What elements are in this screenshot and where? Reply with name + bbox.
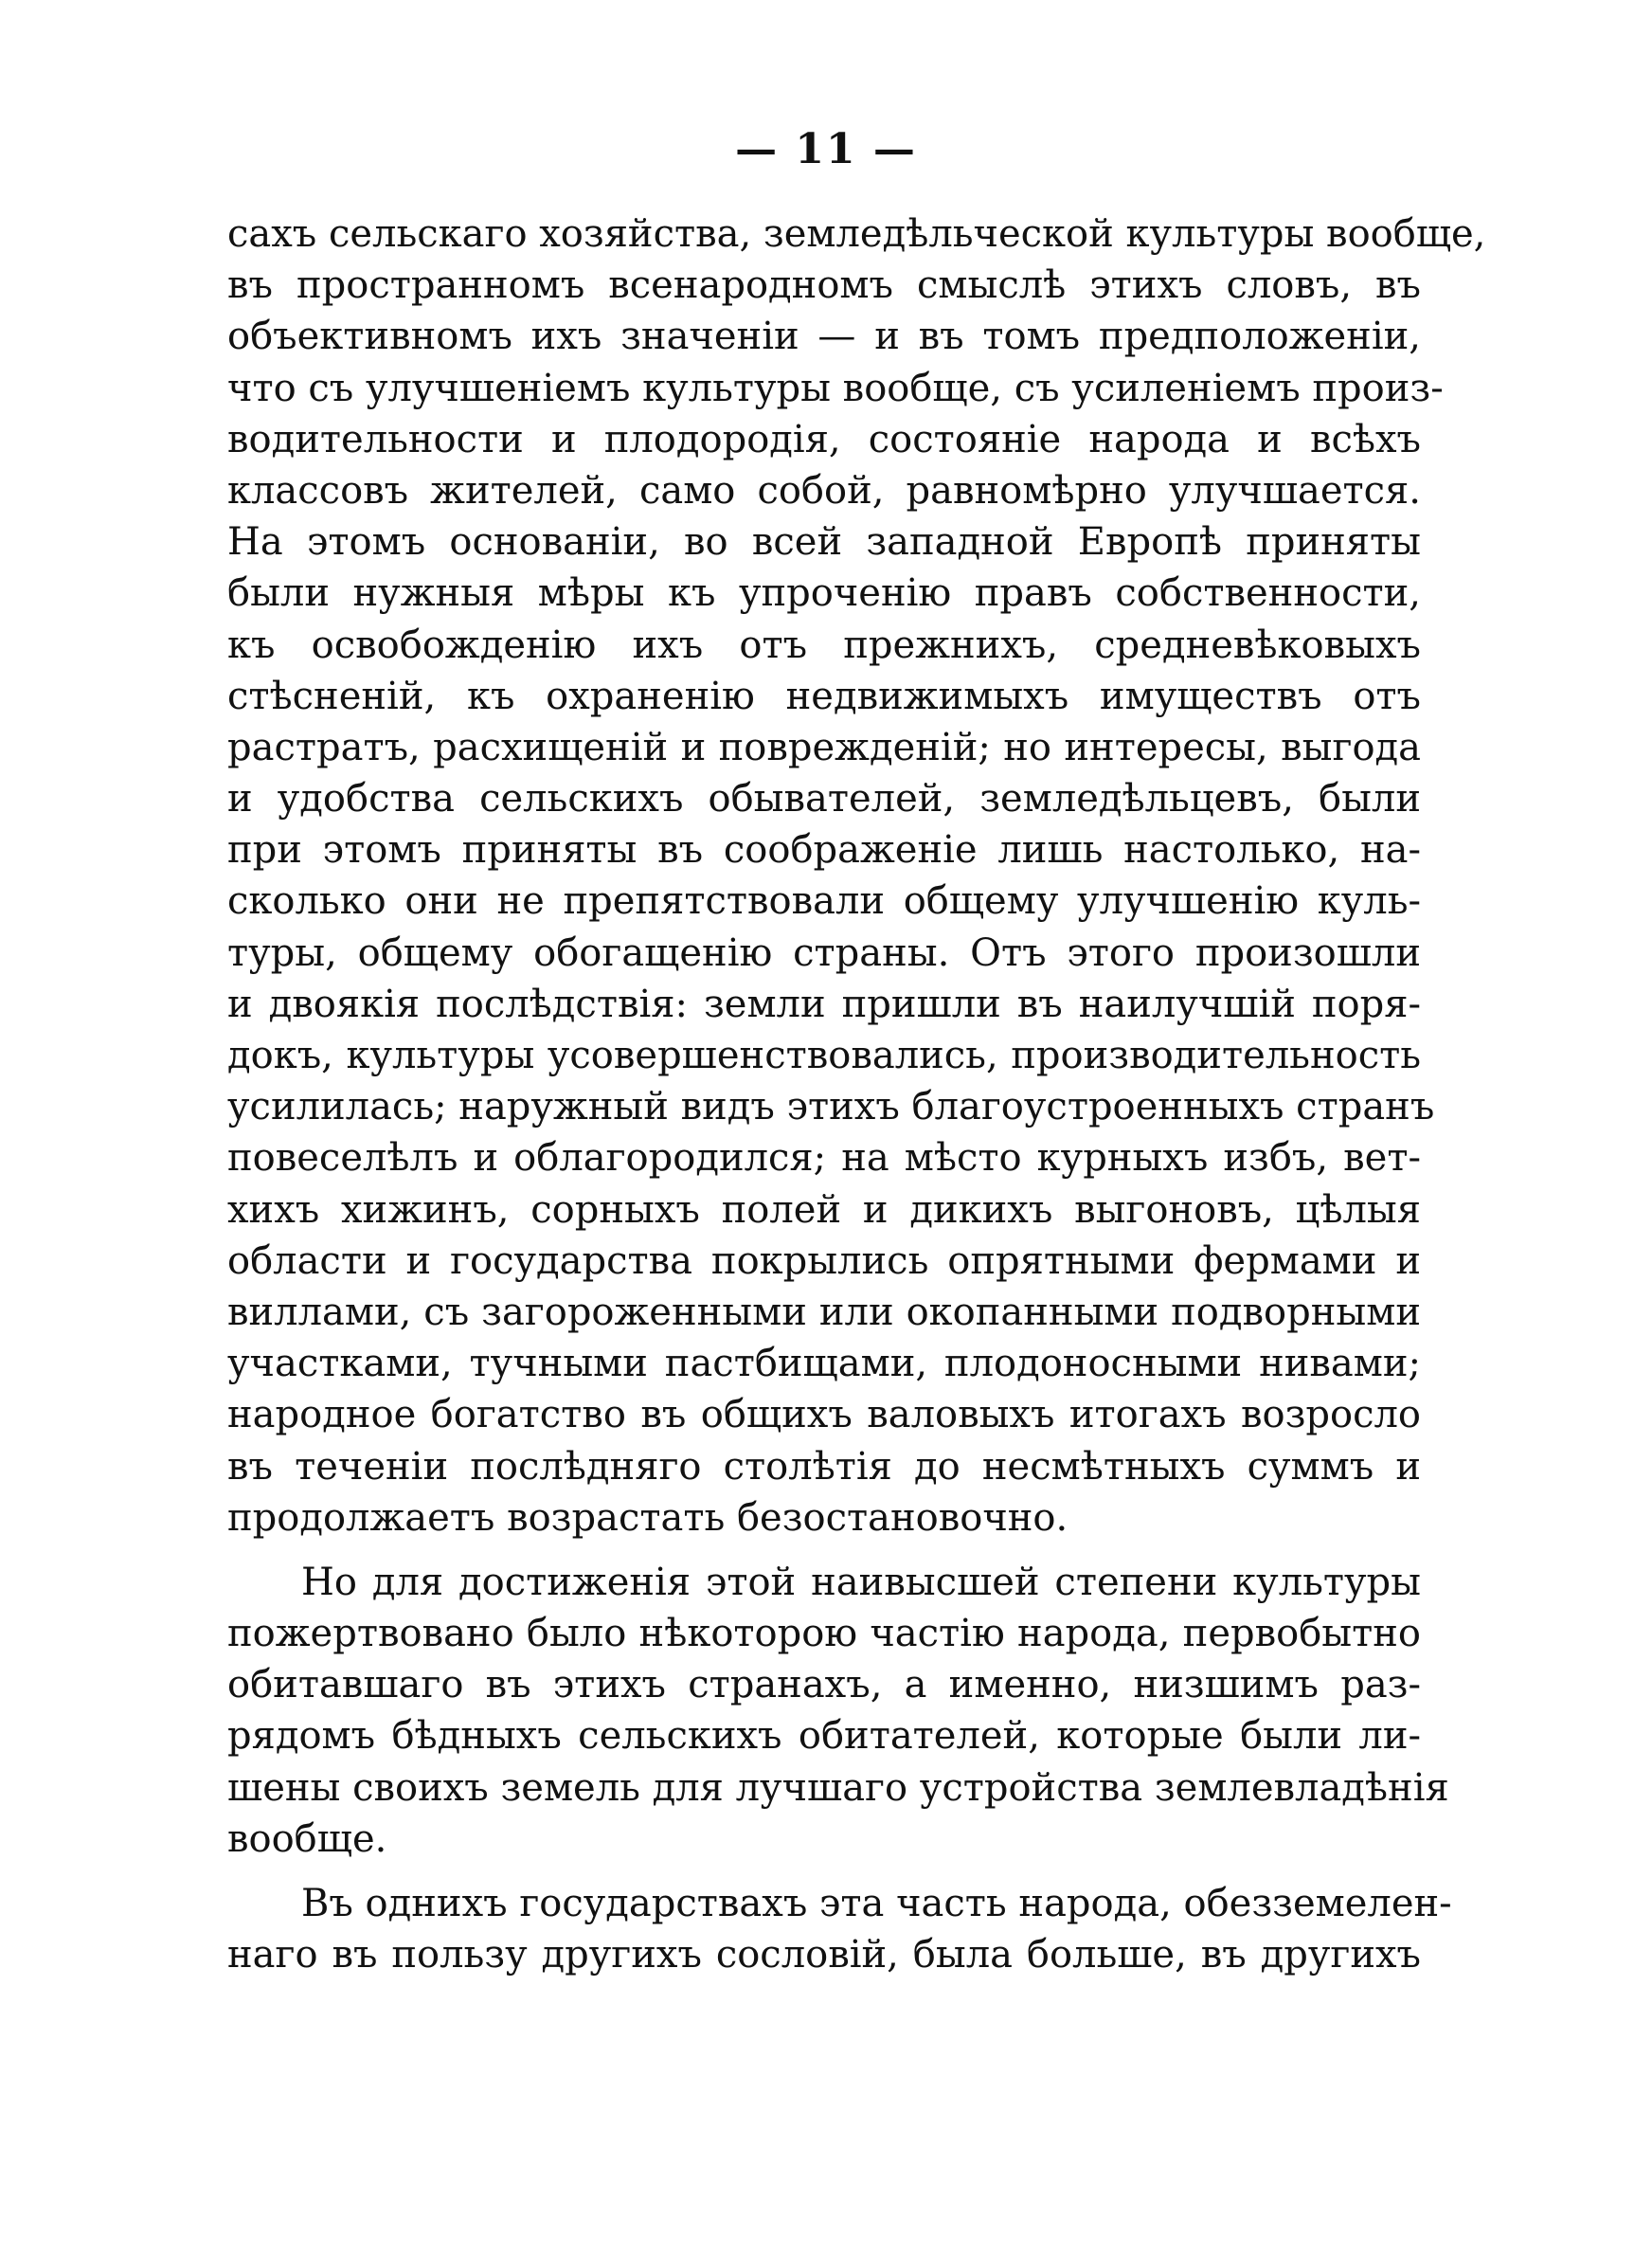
body-text xyxy=(227,208,1486,1980)
text-line: участками, тучными пастбищами, плодоносными нивами; xyxy=(227,1342,1421,1386)
text-line: продолжаетъ возрастать безостановочно. xyxy=(227,1495,1068,1540)
text-line: и двоякія послѣдствія: земли пришли въ наилучшій поря- xyxy=(227,982,1421,1026)
paragraph-spacer xyxy=(227,1544,1421,1557)
text-line: при этомъ приняты въ соображеніе лишь настолько, на- xyxy=(227,828,1421,873)
text-line: обитавшаго въ этихъ странахъ, а именно, низшимъ раз- xyxy=(227,1663,1421,1707)
text-line: виллами, съ загороженными или окопанными подворными xyxy=(227,1290,1421,1334)
text-line: На этомъ основаніи, во всей западной Европѣ приняты xyxy=(227,520,1421,565)
text-line: въ теченіи послѣдняго столѣтія до несмѣтныхъ суммъ и xyxy=(227,1444,1421,1489)
paragraph xyxy=(227,208,1486,1544)
text-line: классовъ жителей, само собой, равномѣрно улучшается. xyxy=(227,468,1421,513)
paragraph-spacer xyxy=(227,1865,1421,1878)
text-line: водительности и плодородія, состояніе народа и всѣхъ xyxy=(227,417,1421,461)
text-line: сколько они не препятствовали общему улучшенію куль- xyxy=(227,879,1421,924)
text-line: народное богатство въ общихъ валовыхъ итогахъ возросло xyxy=(227,1393,1421,1437)
text-line: что съ улучшеніемъ культуры вообще, съ усиленіемъ произ- xyxy=(227,366,1444,410)
text-line: шены своихъ земель для лучшаго устройства землевладѣнія xyxy=(227,1765,1449,1810)
text-line: и удобства сельскихъ обывателей, земледѣльцевъ, были xyxy=(227,777,1421,822)
text-line: Но для достиженія этой наивысшей степени культуры xyxy=(301,1560,1421,1604)
text-line: докъ, культуры усовершенствовались, производительность xyxy=(227,1034,1421,1077)
text-line: рядомъ бѣдныхъ сельскихъ обитателей, которые были ли- xyxy=(227,1714,1421,1759)
text-line: сахъ сельскаго хозяйства, земледѣльческой культуры вообще, xyxy=(227,212,1486,256)
text-line: въ пространномъ всенародномъ смыслѣ этихъ словъ, въ xyxy=(227,263,1421,308)
text-line: были нужныя мѣры къ упроченію правъ собственности, xyxy=(227,571,1421,616)
text-line: вообще. xyxy=(227,1816,387,1861)
text-line: наго въ пользу другихъ сословій, была больше, въ другихъ xyxy=(227,1933,1421,1977)
text-line: къ освобожденію ихъ отъ прежнихъ, средневѣковыхъ xyxy=(227,623,1421,667)
text-line: объективномъ ихъ значеніи — и въ томъ предположеніи, xyxy=(227,315,1421,359)
text-line: растратъ, расхищеній и поврежденій; но интересы, выгода xyxy=(227,725,1421,769)
text-line: пожертвовано было нѣкоторою частію народа, первобытно xyxy=(227,1612,1421,1656)
text-line: Въ однихъ государствахъ эта часть народа, обезземелен- xyxy=(301,1882,1452,1925)
page-number: — 11 — xyxy=(735,125,917,173)
text-line: туры, общему обогащенію страны. Отъ этого произошли xyxy=(227,930,1421,975)
text-line: области и государства покрылись опрятными фермами и xyxy=(227,1238,1421,1283)
text-line: повеселѣлъ и облагородился; на мѣсто курныхъ избъ, вет- xyxy=(227,1136,1421,1181)
text-line: хихъ хижинъ, сорныхъ полей и дикихъ выгоновъ, цѣлыя xyxy=(227,1187,1421,1232)
text-line: стѣсненій, къ охраненію недвижимыхъ имуществъ отъ xyxy=(227,674,1421,718)
text-line: усилилась; наружный видъ этихъ благоустроенныхъ странъ xyxy=(227,1085,1435,1129)
paragraph xyxy=(227,1557,1449,1865)
paragraph xyxy=(227,1878,1452,1980)
